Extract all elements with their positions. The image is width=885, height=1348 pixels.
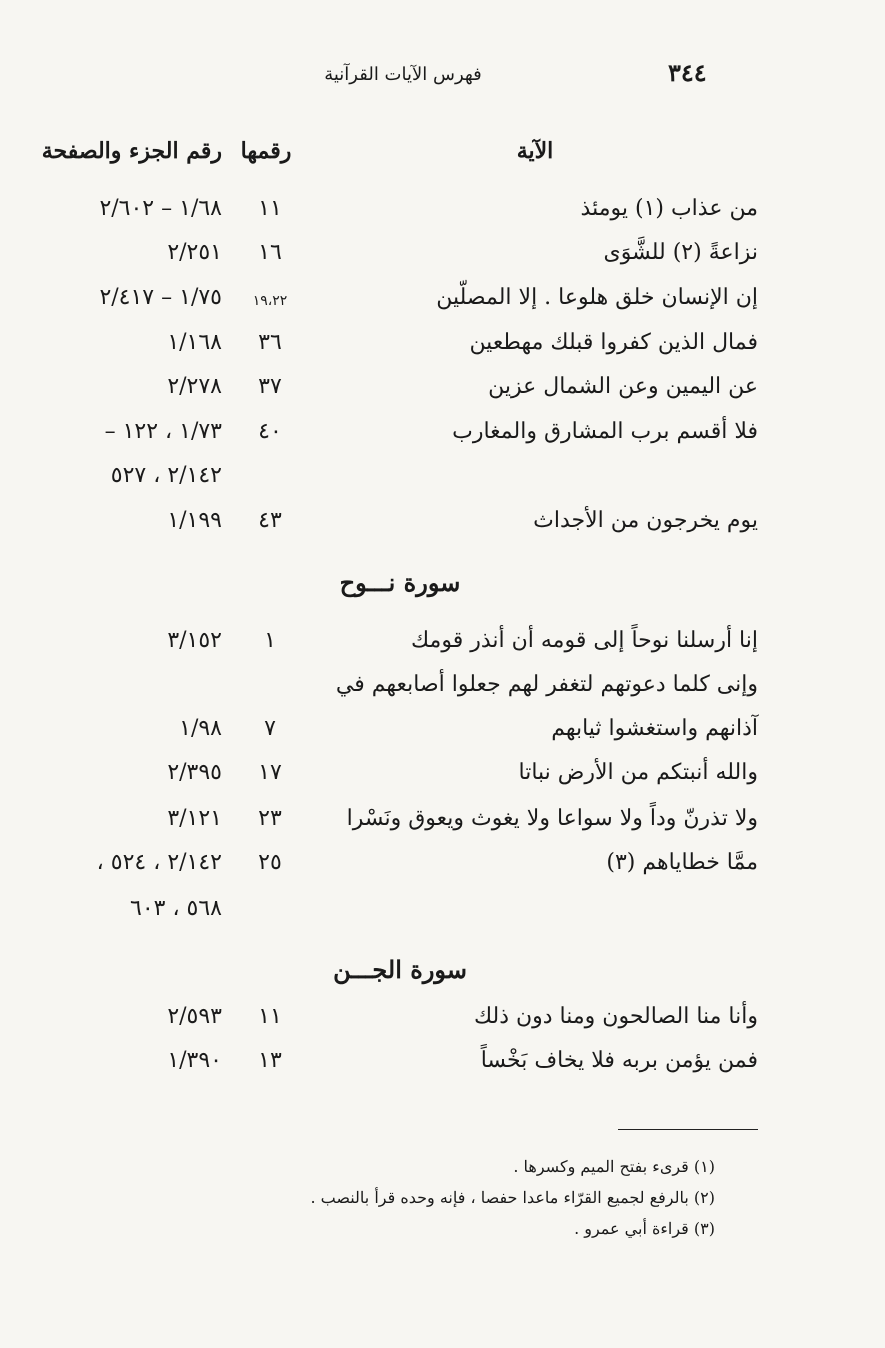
volume-page-reference: ١/٣٩٠ bbox=[167, 1048, 222, 1073]
volume-page-reference: ١/١٦٨ bbox=[167, 330, 222, 355]
footnote: (٣) قراءة أبي عمرو . bbox=[574, 1219, 715, 1238]
volume-page-reference: ١/٦٨ – ٢/٦٠٢ bbox=[99, 196, 222, 221]
verse-text: وإنى كلما دعوتهم لتغفر لهم جعلوا أصابعهم في bbox=[335, 672, 758, 697]
footnote: (٢) بالرفع لجميع القرّاء ماعدا حفصا ، فإنه وحده قرأ بالنصب . bbox=[310, 1188, 715, 1207]
surah-heading: سورة نـــوح bbox=[339, 568, 461, 597]
verse-text: فمال الذين كفروا قبلك مهطعين bbox=[469, 330, 758, 355]
index-row bbox=[0, 508, 885, 548]
verse-number: ٢٣ bbox=[258, 806, 282, 831]
index-row bbox=[0, 760, 885, 800]
column-header-verse: الآية bbox=[516, 138, 554, 164]
verse-number: ١٣ bbox=[258, 1048, 282, 1073]
footnote-separator bbox=[618, 1129, 758, 1130]
verse-number: ١٧ bbox=[258, 760, 282, 785]
verse-number: ٣٦ bbox=[258, 330, 282, 355]
index-row bbox=[0, 285, 885, 325]
volume-page-reference: ٢/٥٩٣ bbox=[167, 1004, 222, 1029]
verse-number: ١٦ bbox=[258, 240, 282, 265]
volume-page-reference: ٢/٣٩٥ bbox=[167, 760, 222, 785]
index-row bbox=[0, 419, 885, 459]
index-row bbox=[0, 850, 885, 890]
index-row-continuation bbox=[0, 463, 885, 503]
verse-number: ٢٥ bbox=[258, 850, 282, 875]
verse-number: ١ bbox=[264, 628, 276, 653]
index-row bbox=[0, 628, 885, 668]
volume-page-reference: ١/٩٨ bbox=[179, 716, 222, 741]
verse-text: يوم يخرجون من الأجداث bbox=[533, 508, 758, 533]
column-header-reference: رقم الجزء والصفحة bbox=[41, 138, 222, 164]
verse-number: ٧ bbox=[264, 716, 276, 741]
column-header-number: رقمها bbox=[240, 138, 292, 164]
volume-page-reference: ٣/١٥٢ bbox=[167, 628, 222, 653]
verse-text: والله أنبتكم من الأرض نباتا bbox=[518, 760, 758, 785]
verse-number: ١١ bbox=[258, 1004, 282, 1029]
verse-text: فمن يؤمن بربه فلا يخاف بَخْساً bbox=[480, 1048, 758, 1073]
verse-text: من عذاب (١) يومئذ bbox=[580, 196, 758, 221]
verse-number: ٣٧ bbox=[258, 374, 282, 399]
verse-text: آذانهم واستغشوا ثيابهم bbox=[551, 716, 758, 741]
index-row bbox=[0, 196, 885, 236]
verse-text: نزاعةً (٢) للشَّوَى bbox=[603, 240, 758, 265]
index-row bbox=[0, 1048, 885, 1088]
volume-page-reference: ١/٧٥ – ٢/٤١٧ bbox=[99, 285, 222, 310]
volume-page-reference: ٢/٢٧٨ bbox=[167, 374, 222, 399]
verse-text: عن اليمين وعن الشمال عزين bbox=[488, 374, 758, 399]
index-row bbox=[0, 806, 885, 846]
index-row bbox=[0, 672, 885, 712]
volume-page-reference: ٢/١٤٢ ، ٥٢٤ ، bbox=[96, 850, 222, 875]
page-number: ٣٤٤ bbox=[668, 58, 707, 87]
index-row-continuation bbox=[0, 896, 885, 936]
running-header-title: فهرس الآيات القرآنية bbox=[324, 64, 482, 85]
index-row bbox=[0, 330, 885, 370]
verse-text: فلا أقسم برب المشارق والمغارب bbox=[452, 419, 758, 444]
verse-number: ١١ bbox=[258, 196, 282, 221]
volume-page-reference: ٣/١٢١ bbox=[167, 806, 222, 831]
verse-text: ممَّا خطاياهم (٣) bbox=[606, 850, 758, 875]
footnote: (١) قرىء بفتح الميم وكسرها . bbox=[513, 1157, 715, 1176]
verse-number: ١٩،٢٢ bbox=[252, 293, 288, 309]
surah-heading: سورة الجـــن bbox=[333, 955, 467, 984]
index-row bbox=[0, 1004, 885, 1044]
verse-text: إنا أرسلنا نوحاً إلى قومه أن أنذر قومك bbox=[411, 628, 758, 653]
verse-text: إن الإنسان خلق هلوعا . إلا المصلّين bbox=[436, 285, 758, 310]
verse-text: وأنا منا الصالحون ومنا دون ذلك bbox=[473, 1004, 758, 1029]
volume-page-reference: ١/١٩٩ bbox=[167, 508, 222, 533]
volume-page-reference: ٢/٢٥١ bbox=[167, 240, 222, 265]
volume-page-reference: ١/٧٣ ، ١٢٢ – bbox=[104, 419, 222, 444]
verse-number: ٤٠ bbox=[258, 419, 282, 444]
verse-number: ٤٣ bbox=[258, 508, 282, 533]
index-row bbox=[0, 716, 885, 756]
verse-text: ولا تذرنّ وداً ولا سواعا ولا يغوث ويعوق ونَسْرا bbox=[346, 806, 758, 831]
index-row bbox=[0, 374, 885, 414]
volume-page-reference: ٥٦٨ ، ٦٠٣ bbox=[130, 896, 222, 921]
index-row bbox=[0, 240, 885, 280]
volume-page-reference: ٢/١٤٢ ، ٥٢٧ bbox=[110, 463, 222, 488]
